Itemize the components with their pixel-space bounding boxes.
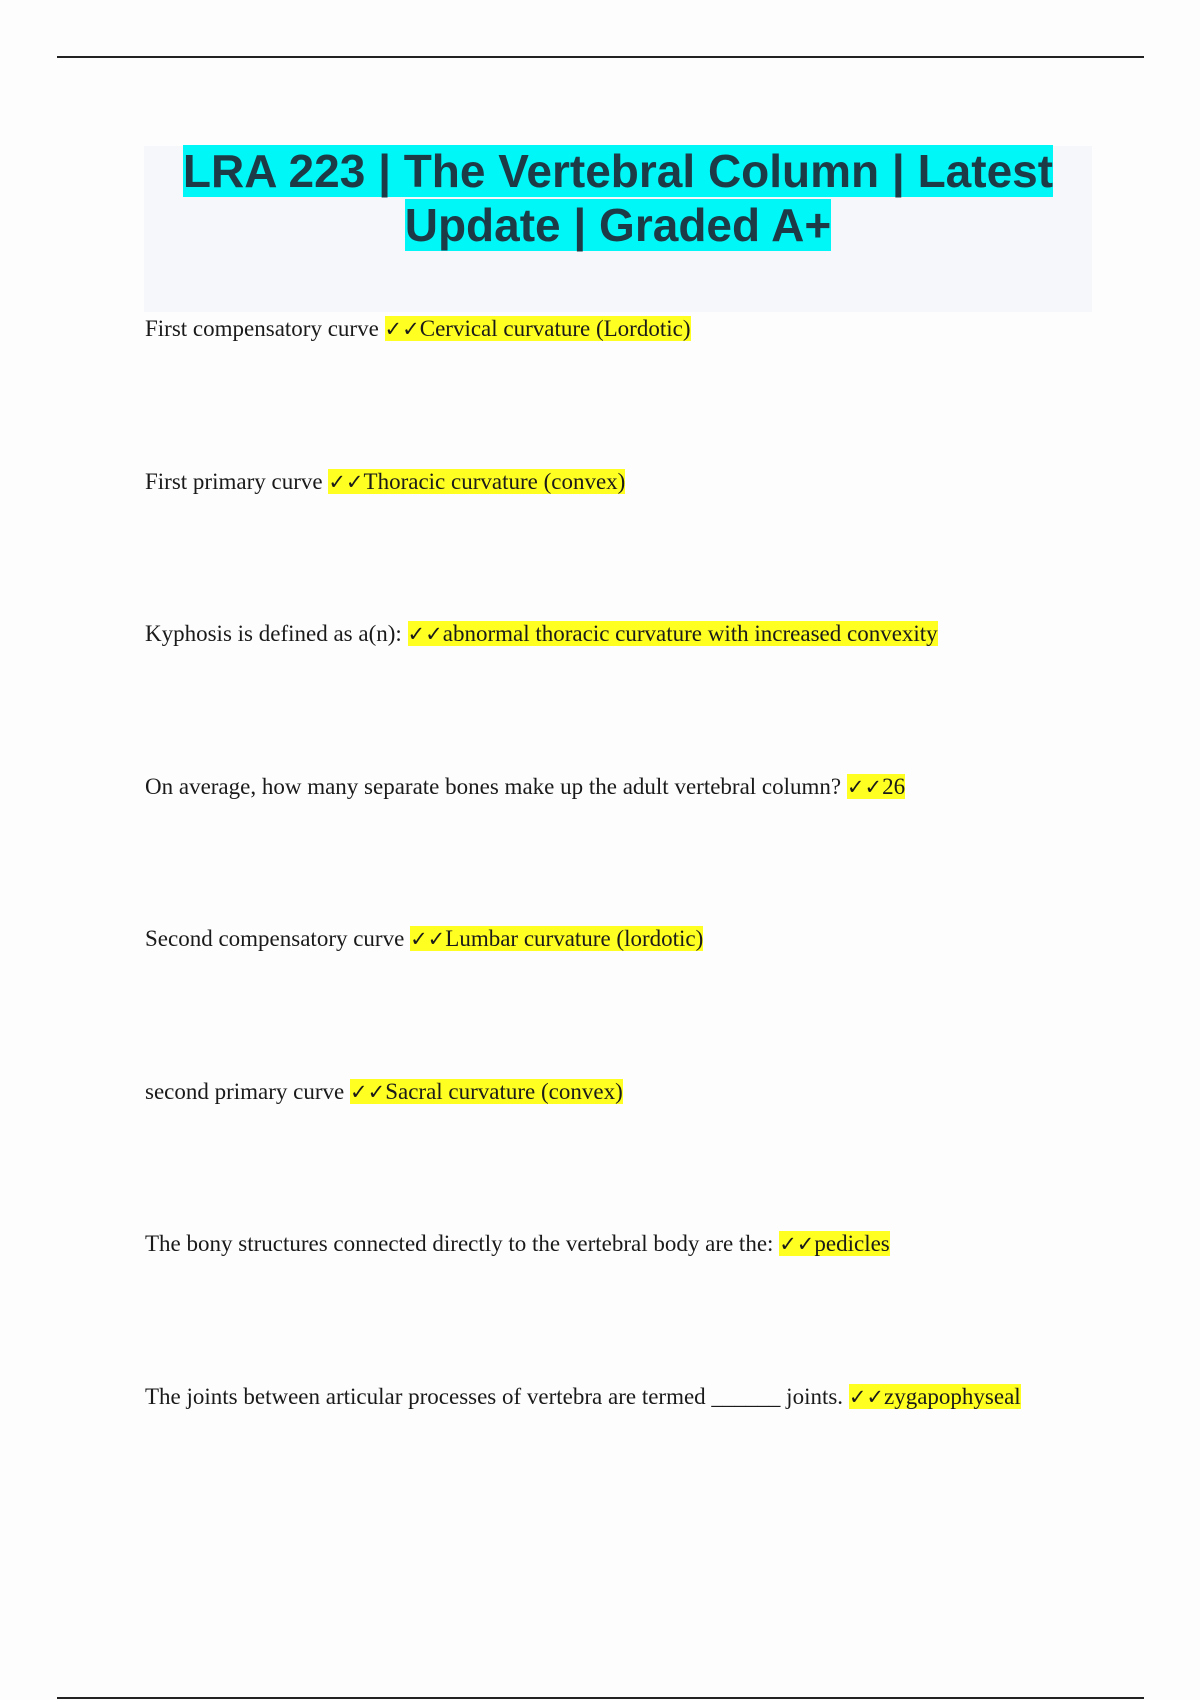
- question-text: On average, how many separate bones make up the adult vertebral column?: [145, 774, 842, 799]
- answer-text: abnormal thoracic curvature with increased convexity: [442, 621, 938, 646]
- top-rule: [57, 56, 1144, 58]
- answer-highlight: [350, 1079, 623, 1104]
- qa-item-7: [145, 1229, 890, 1259]
- answer-text: Cervical curvature (Lordotic): [419, 316, 691, 341]
- answer-highlight: [328, 469, 625, 494]
- question-text: Kyphosis is defined as a(n):: [145, 621, 402, 646]
- answer-text: Thoracic curvature (convex): [363, 469, 626, 494]
- answer-highlight: [847, 774, 905, 799]
- check-icon: ✓✓: [779, 1232, 815, 1256]
- title-highlight: LRA 223 | The Vertebral Column | Latest Update | Graded A+: [182, 145, 1054, 251]
- question-text: The bony structures connected directly to the vertebral body are the:: [145, 1231, 774, 1256]
- answer-text: zygapophyseal: [884, 1384, 1021, 1409]
- answer-text: pedicles: [814, 1231, 890, 1256]
- bottom-rule: [57, 1697, 1144, 1699]
- answer-highlight: [779, 1231, 890, 1256]
- qa-item-2: [145, 467, 625, 497]
- answer-highlight: [408, 621, 938, 646]
- qa-item-6: [145, 1077, 623, 1107]
- question-text: First compensatory curve: [145, 316, 379, 341]
- answer-text: Sacral curvature (convex): [385, 1079, 623, 1104]
- check-icon: ✓✓: [350, 1080, 386, 1104]
- question-text: Second compensatory curve: [145, 926, 405, 951]
- qa-item-5: [145, 924, 703, 954]
- qa-item-4: [145, 772, 905, 802]
- answer-highlight: [385, 316, 691, 341]
- document-title: [144, 144, 1092, 252]
- answer-text: Lumbar curvature (lordotic): [445, 926, 704, 951]
- question-text: First primary curve: [145, 469, 323, 494]
- answer-highlight: [849, 1384, 1021, 1409]
- check-icon: ✓✓: [407, 622, 443, 646]
- answer-text: 26: [882, 774, 906, 799]
- check-icon: ✓✓: [848, 1385, 885, 1409]
- answer-highlight: [410, 926, 703, 951]
- check-icon: ✓✓: [328, 470, 364, 494]
- check-icon: ✓✓: [846, 775, 883, 799]
- question-text: second primary curve: [145, 1079, 345, 1104]
- qa-item-1: [145, 314, 691, 344]
- qa-item-3: [145, 619, 938, 649]
- qa-item-8: [145, 1382, 1021, 1412]
- check-icon: ✓✓: [410, 927, 446, 951]
- question-text: The joints between articular processes of vertebra are termed ______ joints.: [145, 1384, 844, 1409]
- check-icon: ✓✓: [384, 317, 420, 341]
